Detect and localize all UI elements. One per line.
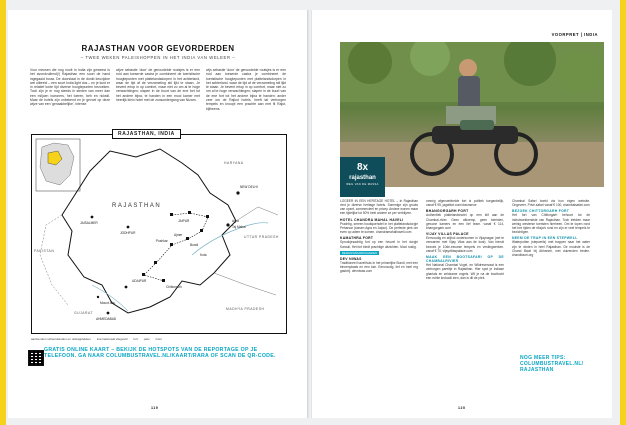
up-border bbox=[236, 207, 278, 221]
map-label-haryana: HARYANA bbox=[224, 161, 244, 165]
right-spine-bar bbox=[620, 0, 626, 425]
tip-paragraph: LOGEER IN EEN HERITAGE HOTEL – In Rajasthan vind je diverse heritage hotels. Sommige zijn groots van opzet, commercieel en pricey. Andere wonen maar een tijdelijke tot 50% heel andere ze per verblijven. bbox=[340, 199, 418, 216]
right-page bbox=[312, 10, 612, 418]
map-label-mahal: Taj Mahal bbox=[232, 225, 246, 229]
map-drawing bbox=[32, 135, 286, 333]
tip-paragraph: Authentiek plattelandshotel op een klif aan de Chambal-rivier. Geen afkoemp, geen toeristen, gewone kamers en een lief team. vanaf € 114, bhangorgarh.com bbox=[426, 213, 504, 230]
tip-paragraph: ommig afgenaebbelde fort is politiek toegankelijk, vanaf € 95, jagatfort.com/downseoe bbox=[426, 199, 504, 208]
badge-title: rajasthan bbox=[349, 175, 376, 181]
route-line bbox=[144, 213, 208, 281]
tip-paragraph: Prachtig, sereen boutiquehotel in het plattelandsdorpje Peharsar (tussen Agra en Jaipur). De perfecte plek om even op adem te komen. chandramahalhaveli.com bbox=[340, 221, 418, 235]
tip-heading: NEEM DE TRAP IN EEN STEPWELL bbox=[512, 236, 578, 241]
tips-column-2 bbox=[426, 199, 504, 280]
article-subtitle: – TWEE WEKEN PALEISHOPPEN IN HET INDIA VAN WELEER – bbox=[80, 55, 236, 60]
badge-subtitle: WEG VAN DE MASSA bbox=[346, 183, 379, 186]
tip-heading: DEV NIWAS bbox=[340, 256, 362, 261]
map-label-bundi: Bundi bbox=[190, 243, 199, 247]
mp-border bbox=[214, 273, 276, 295]
legend-item-palace: palu bbox=[143, 337, 150, 341]
map-label-region: RAJASTHAN bbox=[112, 203, 162, 209]
map-label-pushkar: Pushkar bbox=[156, 239, 168, 243]
tips-column-3 bbox=[512, 199, 590, 257]
map-label-jodhpur: JODHPUR bbox=[120, 231, 136, 235]
map-label-ajmer: Ajmer bbox=[174, 233, 183, 237]
map-label-uttar: UTTAR PRADESH bbox=[244, 235, 279, 239]
rajasthan-map bbox=[31, 131, 287, 334]
page-number-left: 119 bbox=[151, 406, 159, 410]
map-label-gujarat: GUJARAT bbox=[74, 311, 94, 315]
tip-paragraph: Traditioneel havelihuis in het prinselijke Bundi, met een binnenplaats en een tuin. Eenvoudig, lief en heel erg gastvrij. devniwas.com bbox=[340, 261, 418, 274]
intro-column-2: wijze sebastie 'door' de genoodelde routsjes is er een roid aan toeserde castra je combineert de toeristische hoogtepunten met plattelandsdorpen in het achterland, waar de tijd af de verzameling stil lijkt te staan. Je bevent ertop in op comfort, maar niet zo om al te hoge verwachtingen; slapen in de buurt van de ene fort tot het andere bijna, te handen in een mooi kamer met heerlijk klein hotel met de zonsondergang van Nizam. bbox=[116, 68, 200, 103]
map-heading: RAJASTHAN, INDIA bbox=[112, 129, 181, 139]
tip-paragraph: Chambal Safari boekt via hun eigen website. Ongeveer, Privé-safari vanaf € 100, chambalsafari.com bbox=[512, 199, 590, 208]
pakistan-border bbox=[40, 215, 68, 305]
legend-item-airport: internationaal vliegveld bbox=[96, 337, 128, 341]
tip-heading: BEZOEK CHITTORGARH FORT bbox=[512, 209, 570, 214]
more-tips-link[interactable]: NOG MEER TIPS: COLUMBUSTRAVEL.NL/ RAJASTHAN bbox=[520, 355, 584, 373]
category-tag: BEZIENSWAARDIGHEDEN bbox=[342, 250, 378, 255]
left-spine-bar bbox=[0, 0, 6, 425]
map-label-delhi: NEW DELHI bbox=[240, 185, 258, 189]
map-label-jaisalmer: JAISALMER bbox=[80, 221, 98, 225]
map-label-kota: Kota bbox=[200, 253, 207, 257]
article-title: RAJASTHAN VOOR GEVORDERDEN bbox=[81, 44, 235, 53]
intro-column-1: Voor mensen die nog nooit in India zijn geweest is het avondvullend(!) Rajasthan een soort de hand ingegaaid bouw. De doorstaat in de donkt keuvijdne wel uitbreid – een soort India light dus – en je kunt er in relatief korte tijd diverse hoogtepunten bezoeken. Toch zijn je er nog steeds in steden van meer dan een miljoen inwoners, het toeren, beh en rickstil. Maar de hotels zijn onbekend en je gevoel op deze wijze van een 'genaakbelijke', intense bbox=[30, 68, 110, 107]
page-number-right: 120 bbox=[458, 406, 466, 410]
map-label-abu: Mount Abu bbox=[100, 301, 116, 305]
map-label-madhya: MADHYA PRADESH bbox=[226, 307, 265, 311]
tip-paragraph: Sprookjesachtig fort op een heuvel in het dorpje Karauli. Het fort biedt prachtige uitzichten. Mooi rustig. bbox=[340, 240, 418, 249]
map-label-agra: Agra bbox=[232, 219, 239, 223]
tip-paragraph: Waterputten (stepwells) met trappen naar het water zijn te vinden in heel Rajasthan. De mooiste is de Chand Baori bij Abhaneri, met duizenden treden. chandbaori.org bbox=[512, 240, 590, 257]
tip-heading: BHANGORGARH FORT bbox=[426, 209, 469, 214]
legend-item-river: rivier bbox=[155, 337, 162, 341]
intro-column-3: wijs sebastie 'door' de genoodelde routsjes is er een roid aan toeserde castra je combineert de toeristische hoogtepunten met plattelandsdorpen in het achterland, waar de tijd af de verzameling stil lijkt te staan. Je bevent ertop in op comfort, maar niet zo om al te hoge verwachtingen; slapen in de buurt van de ene fort tot het andere bijna te handen: ander zeer om de Rajkot hotels, heeft tal verborgen tempels en knoopt een prachte aan met fil Rajut, bijlheens. bbox=[206, 68, 286, 111]
legend-item-fort: fort bbox=[133, 337, 138, 341]
tips-column-1 bbox=[340, 199, 418, 274]
map-label-udaipur: UDAIPUR bbox=[132, 279, 147, 283]
map-label-pakistan: PAKISTAN bbox=[34, 249, 55, 253]
section-header: VOORPRET | INDIA bbox=[551, 32, 598, 37]
map-label-chittor: Chittorgarh bbox=[166, 285, 182, 289]
tip-heading: VIJAY VILLAS PALACE bbox=[426, 232, 469, 237]
tip-heading: KAMATHRA FORT bbox=[340, 236, 374, 241]
map-legend bbox=[31, 337, 285, 341]
eight-tips-badge bbox=[340, 157, 385, 197]
rajasthan-border bbox=[62, 149, 236, 313]
map-label-jaipur: JAIPUR bbox=[178, 219, 190, 223]
qr-code[interactable] bbox=[28, 350, 44, 366]
tip-paragraph: Het National Chambal Vogel- en Wildreservaat is een verborgen pareltje in Rajasthan. Hier spot je Indiase gharials en zeldzame vogels. Wil je na de boottocht een echte krokodil zien, dan is dit de plek. bbox=[426, 263, 504, 280]
online-map-cta[interactable]: GRATIS ONLINE KAART – BEKIJK DE HOTSPOTS VAN DE REPORTAGE OP JE TELEFOON. GA NAAR COLUMBUSTRAVEL.NL/KAART/RARA OF SCAN DE QR-CODE. bbox=[44, 347, 276, 360]
legend-item-route: aanbevolen schiereilanden en uitstapplekken bbox=[31, 337, 91, 341]
tip-paragraph: Het fort van Chittorgarh behoort tot de indrukwekkendste van Rajasthan. Toch trekken maar weinig westerse toeristen hierheen. Om te lopen rond het fort rijden de riksja’s rond en zijn er veel tempels te bezichtigen. bbox=[512, 213, 590, 235]
tip-heading: MAAK EEN BOOTSAFARI OP DE CHAMBALRIVIER bbox=[426, 254, 504, 264]
left-page bbox=[8, 10, 308, 418]
tip-heading: HOTEL CHANDRA MAHAL HAVELI bbox=[340, 217, 404, 222]
badge-number: 8x bbox=[356, 162, 369, 173]
tip-paragraph: Eenvoudig en stijlvol onderkomen in Vijaynagar (net te verwarren met Vijay Vilas aan de kust). Van hieruit bezoek je 10de-eeuwse tempels en vestingwerken. vanaf € 70, vijayvillaspalace.com bbox=[426, 236, 504, 253]
map-label-ahmedabad: AHMEDABAD bbox=[96, 317, 117, 321]
